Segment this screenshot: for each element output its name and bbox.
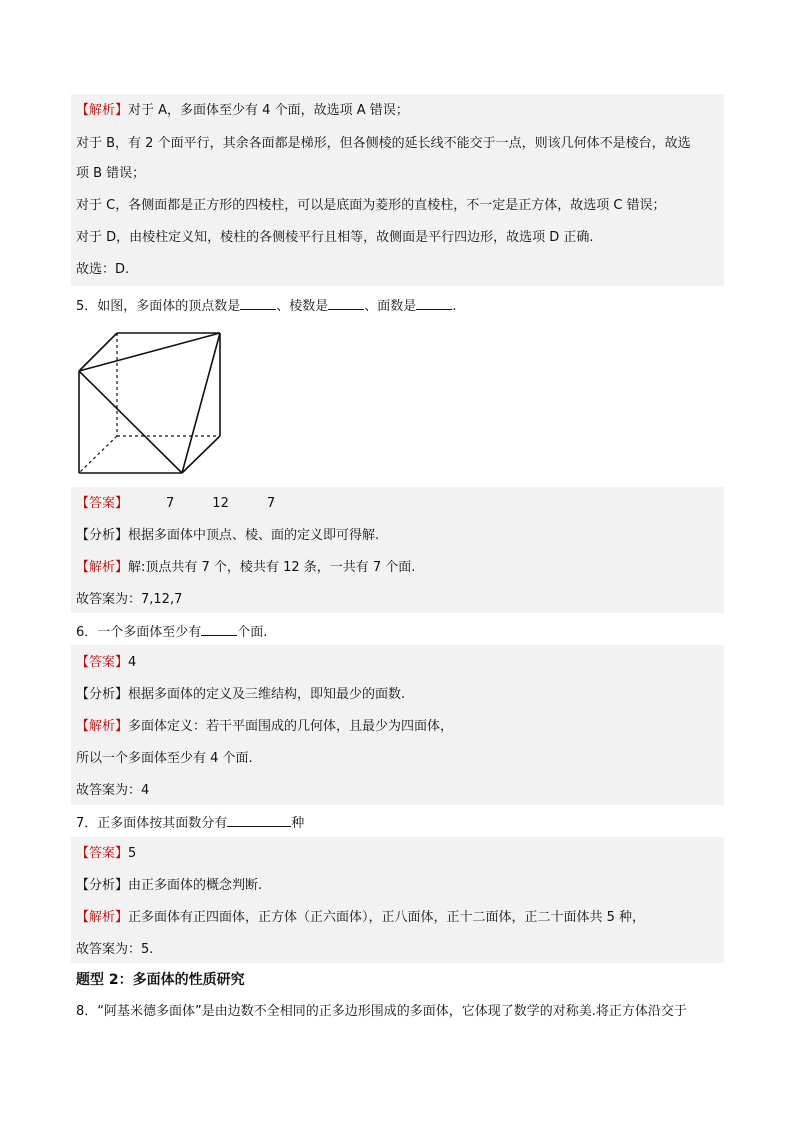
answer-tag: 【答案】 [76, 846, 129, 861]
question-text: 6．一个多面体至少有 [76, 625, 202, 640]
question-text: 、棱数是 [276, 299, 329, 314]
solution-block-q7 [71, 837, 724, 963]
answer-tag: 【答案】 [76, 496, 129, 511]
solution-line: 项 B 错误； [76, 166, 146, 181]
analysis-text: 根据多面体的定义及三维结构，即知最少的面数. [128, 687, 406, 702]
question-text: 、面数是 [364, 299, 417, 314]
solution-text: 正多面体有正四面体，正方体（正六面体），正八面体，正十二面体，正二十面体共 5 种， [128, 910, 646, 925]
answer-line [76, 654, 136, 672]
answer-line [76, 845, 136, 863]
answer-value: 12 [212, 496, 229, 511]
question-text: . [452, 299, 457, 314]
solution-text: 多面体定义：若干平面围成的几何体，且最少为四面体， [128, 719, 454, 734]
solution-line: 对于 B，有 2 个面平行，其余各面都是梯形，但各侧棱的延长线不能交于一点，则该几何体不是棱台，故选 [76, 136, 691, 151]
analysis-tag: 【分析】 [76, 687, 129, 702]
analysis-tag: 【分析】 [76, 878, 129, 893]
solution-tag: 【解析】 [76, 103, 129, 118]
answer-blank [328, 297, 364, 310]
question-text: 种 [291, 816, 305, 831]
answer-value: 7 [266, 496, 276, 511]
answer-value: 4 [128, 655, 137, 670]
solution-tag: 【解析】 [76, 719, 129, 734]
question-7 [76, 814, 304, 833]
analysis-text: 根据多面体中顶点、棱、面的定义即可得解. [128, 528, 380, 543]
solution-text: 解:顶点共有 7 个，棱共有 12 条，一共有 7 个面. [128, 560, 416, 575]
solution-tag: 【解析】 [76, 910, 129, 925]
answer-blank [240, 297, 276, 310]
analysis-line [76, 877, 262, 895]
question-5 [76, 297, 456, 316]
answer-tag: 【答案】 [76, 655, 129, 670]
final-answer-line: 故答案为：5. [76, 942, 154, 957]
answer-line [76, 495, 275, 513]
solution-line [76, 559, 415, 577]
answer-blank [201, 623, 237, 636]
question-text: 7．正多面体按其面数分有 [76, 816, 228, 831]
solution-line: 对于 C，各侧面都是正方形的四棱柱，可以是底面为菱形的直棱柱，不一定是正方体，故选项 C 错误； [76, 198, 666, 213]
analysis-line [76, 686, 405, 704]
solution-line: 所以一个多面体至少有 4 个面. [76, 751, 253, 766]
solution-line: 对于 D，由棱柱定义知，棱柱的各侧棱平行且相等，故侧面是平行四边形，故选项 D 正确. [76, 230, 594, 245]
analysis-tag: 【分析】 [76, 528, 129, 543]
solution-line [76, 718, 453, 736]
answer-blank [227, 814, 291, 827]
question-text: 5．如图，多面体的顶点数是 [76, 299, 241, 314]
section-heading: 题型 2：多面体的性质研究 [76, 972, 245, 988]
question-text: 个面. [237, 625, 268, 640]
solution-text: 对于 A，多面体至少有 4 个面，故选项 A 错误； [128, 103, 409, 118]
solution-line: 故选：D. [76, 262, 130, 277]
analysis-line [76, 527, 379, 545]
question-6 [76, 623, 267, 642]
solution-block-q4 [71, 94, 724, 286]
answer-blank [416, 297, 452, 310]
answer-value: 7 [166, 496, 175, 511]
final-answer-line: 故答案为：4 [76, 783, 150, 798]
solution-line [76, 102, 409, 120]
final-answer-line: 故答案为：7,12,7 [76, 592, 183, 607]
question-8: 8．“阿基米德多面体”是由边数不全相同的正多边形围成的多面体，它体现了数学的对称美.将正方体沿交于 [76, 1004, 687, 1019]
answer-value: 5 [128, 846, 137, 861]
solution-tag: 【解析】 [76, 560, 129, 575]
solution-line [76, 909, 645, 927]
polyhedron-figure [72, 328, 228, 478]
analysis-text: 由正多面体的概念判断. [128, 878, 263, 893]
